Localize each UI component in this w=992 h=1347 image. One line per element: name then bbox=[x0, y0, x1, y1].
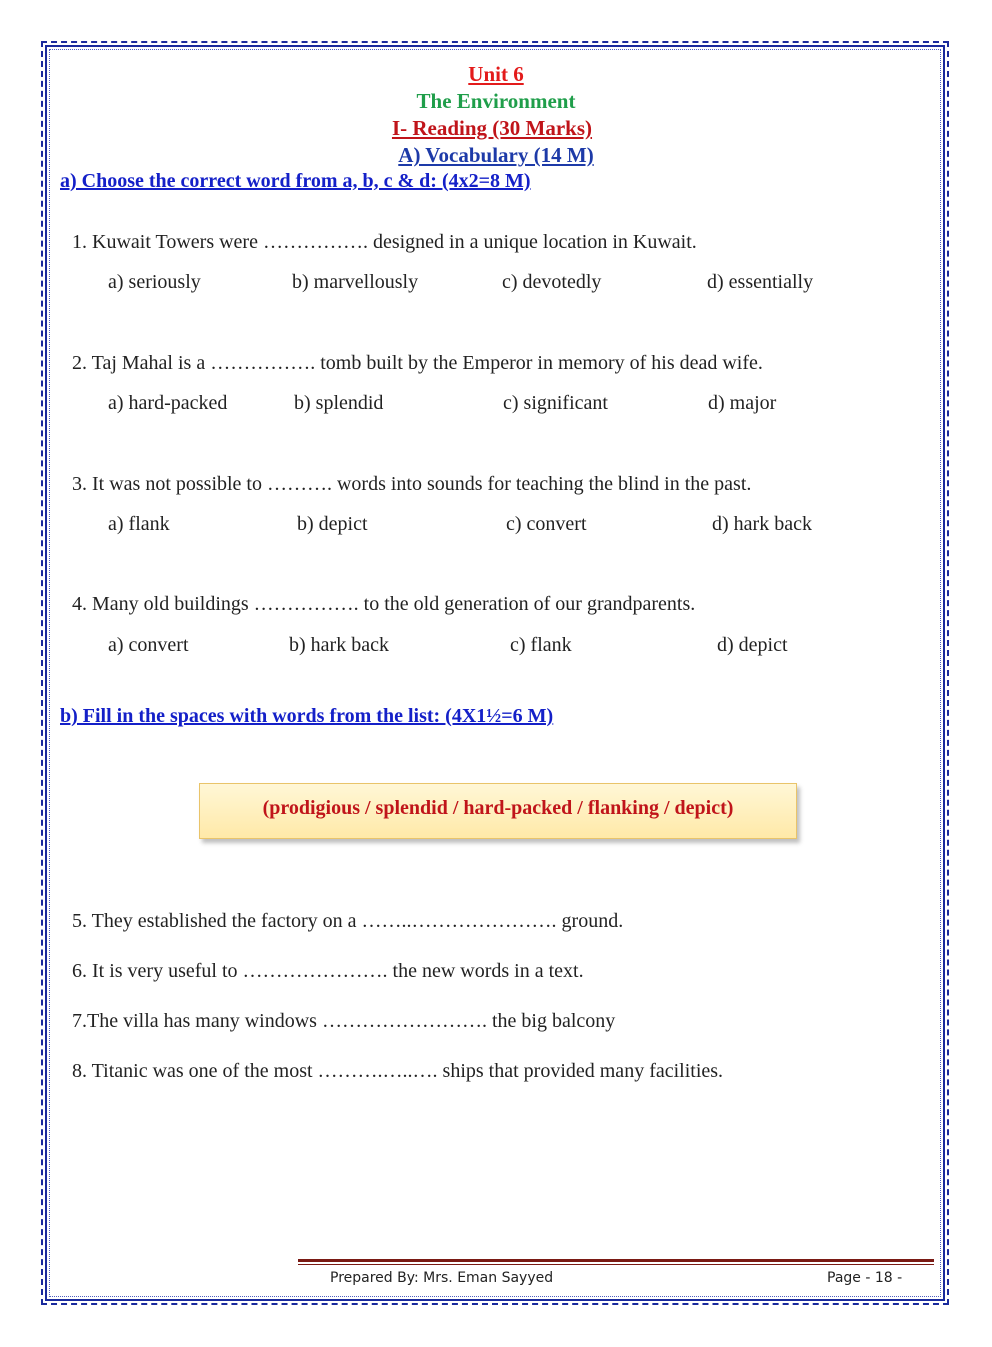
option-a[interactable]: a) flank bbox=[108, 513, 170, 535]
option-c[interactable]: c) flank bbox=[510, 634, 572, 656]
part-b-title: b) Fill in the spaces with words from the list: (4X1½=6 M) bbox=[60, 705, 554, 727]
fill-sentence-8: 8. Titanic was one of the most ……….…..…. ships that provided many facilities. bbox=[72, 1060, 724, 1082]
question-2: 2. Taj Mahal is a ……………. tomb built by the Emperor in memory of his dead wife. bbox=[72, 352, 763, 374]
footer-author: Prepared By: Mrs. Eman Sayyed bbox=[330, 1270, 554, 1286]
footer-rule-thick bbox=[298, 1259, 934, 1262]
fill-sentence-7: 7.The villa has many windows ……………………. the big balcony bbox=[72, 1010, 616, 1032]
question-3-options bbox=[108, 513, 928, 539]
option-d[interactable]: d) essentially bbox=[707, 271, 814, 293]
subsection-heading: A) Vocabulary (14 M) bbox=[398, 143, 594, 167]
option-a[interactable]: a) hard-packed bbox=[108, 392, 228, 414]
option-d[interactable]: d) depict bbox=[717, 634, 788, 656]
question-4-options bbox=[108, 634, 928, 660]
option-a[interactable]: a) convert bbox=[108, 634, 189, 656]
question-3: 3. It was not possible to ………. words into sounds for teaching the blind in the past. bbox=[72, 473, 752, 495]
option-c[interactable]: c) significant bbox=[503, 392, 608, 414]
option-d[interactable]: d) major bbox=[708, 392, 777, 414]
question-1: 1. Kuwait Towers were ……………. designed in a unique location in Kuwait. bbox=[72, 231, 697, 253]
option-b[interactable]: b) depict bbox=[297, 513, 368, 535]
option-d[interactable]: d) hark back bbox=[712, 513, 812, 535]
question-1-options bbox=[108, 271, 928, 297]
option-a[interactable]: a) seriously bbox=[108, 271, 201, 293]
footer-rule-thin bbox=[298, 1264, 934, 1265]
option-b[interactable]: b) marvellously bbox=[292, 271, 419, 293]
topic-heading: The Environment bbox=[416, 89, 576, 113]
option-c[interactable]: c) convert bbox=[506, 513, 587, 535]
option-b[interactable]: b) splendid bbox=[294, 392, 384, 414]
option-c[interactable]: c) devotedly bbox=[502, 271, 602, 293]
unit-heading: Unit 6 bbox=[468, 62, 524, 86]
fill-sentence-6: 6. It is very useful to …………………. the new words in a text. bbox=[72, 960, 584, 982]
section-heading: I- Reading (30 Marks) bbox=[391, 116, 593, 140]
fill-sentence-5: 5. They established the factory on a ……..…………………. ground. bbox=[72, 910, 624, 932]
option-b[interactable]: b) hark back bbox=[289, 634, 389, 656]
part-a-title: a) Choose the correct word from a, b, c & d: (4x2=8 M) bbox=[60, 170, 531, 192]
question-4: 4. Many old buildings ……………. to the old generation of our grandparents. bbox=[72, 593, 696, 615]
footer-page-number: Page - 18 - bbox=[827, 1270, 903, 1286]
word-list-box: (prodigious / splendid / hard-packed / flanking / depict) bbox=[199, 783, 797, 839]
question-2-options bbox=[108, 392, 928, 418]
